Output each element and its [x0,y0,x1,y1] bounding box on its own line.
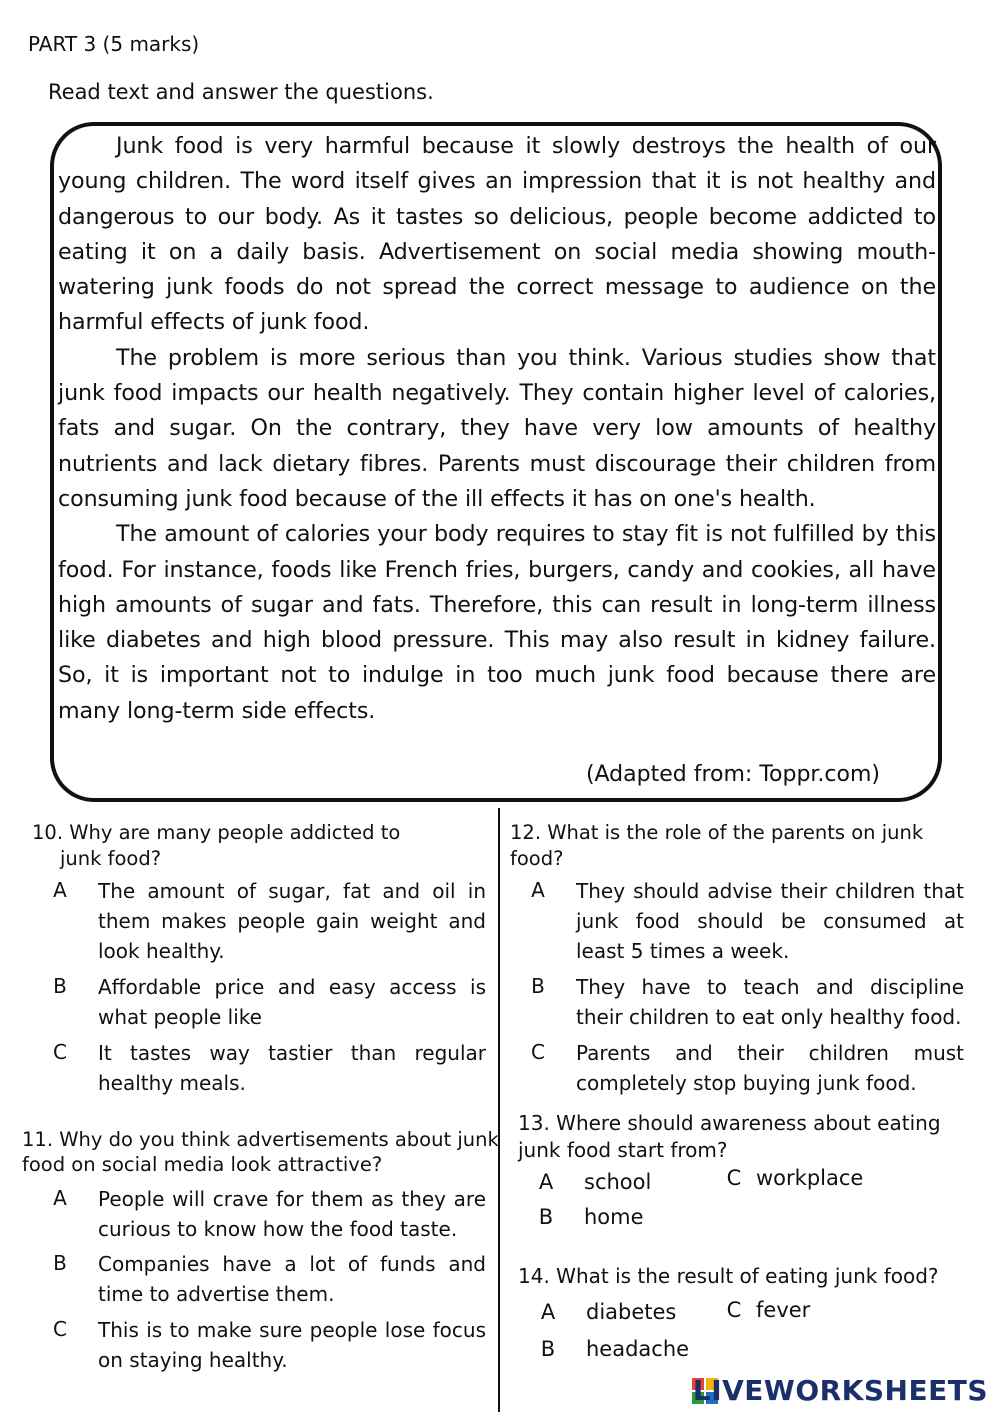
q14-option-a-text: diabetes [586,1300,677,1324]
q13-option-a-letter[interactable]: A [538,1170,554,1194]
passage-paragraph-2: The problem is more serious than you think. Various studies show that junk food impacts our health negatively. They contain higher level of calories, fats and sugar. On the contrary, they have very low amounts of healthy nutrients and lack dietary fibres. Parents must discourage their children from consuming junk food because of the ill effects it has on one's health. [58,344,936,512]
q14-stem: 14. What is the result of eating junk food? [518,1264,939,1288]
passage-paragraph-1: Junk food is very harmful because it slowly destroys the health of our young children. The word itself gives an impression that it is not healthy and dangerous to our body. As it tastes so delicious, people become addicted to eating it on a daily basis. Advertisement on social media showing mouth-watering junk foods do not spread the correct message to audience on the harmful effects of junk food. [58,133,936,336]
q10-stem-line1: 10. Why are many people addicted to [32,821,401,844]
q12-option-a-text: They should advise their children that junk food should be consumed at least 5 times a week. [576,879,964,963]
q10-option-c-text: It tastes way tastier than regular healthy meals. [98,1041,486,1095]
q14-option-b-text: headache [586,1337,690,1361]
q13-option-a-text: school [584,1170,652,1194]
q12-option-b-letter[interactable]: B [531,974,545,998]
q10-stem-line2: junk food? [60,847,162,870]
q11-option-a-text: People will crave for them as they are curious to know how the food taste. [98,1187,486,1241]
q13-option-b-text: home [584,1205,644,1229]
q11-stem-line2: food on social media look attractive? [22,1153,383,1176]
q13-stem-line2: junk food start from? [518,1138,728,1162]
q10-option-b-text: Affordable price and easy access is what people like [98,975,486,1029]
q13-stem-line1: 13. Where should awareness about eating [518,1111,941,1135]
q12-option-a-letter[interactable]: A [531,878,545,902]
liveworksheets-brand: LIVEWORKSHEETS [692,1374,988,1407]
reading-passage [58,129,936,729]
q10-option-a-text: The amount of sugar, fat and oil in them makes people gain weight and look healthy. [98,879,486,963]
q11-option-a-letter[interactable]: A [53,1186,67,1210]
q12-option-c-letter[interactable]: C [531,1040,545,1064]
q13-option-c-text: workplace [756,1166,864,1190]
q11-stem-line1: 11. Why do you think advertisements about junk [22,1128,499,1151]
q11-option-b-letter[interactable]: B [53,1251,67,1275]
q12-stem-line1: 12. What is the role of the parents on junk [510,821,924,844]
q14-option-b-letter[interactable]: B [540,1337,556,1361]
q13-option-c-letter[interactable]: C [726,1166,742,1190]
q13-option-b-letter[interactable]: B [538,1205,554,1229]
q14-option-c-letter[interactable]: C [726,1298,742,1322]
q11-option-b-text: Companies have a lot of funds and time to advertise them. [98,1252,486,1306]
q14-option-c-text: fever [756,1298,811,1322]
section-header: PART 3 (5 marks) [28,32,200,56]
q14-option-a-letter[interactable]: A [540,1300,556,1324]
passage-source: (Adapted from: Toppr.com) [585,762,880,787]
q10-option-b-letter[interactable]: B [53,974,67,998]
q10-option-c-letter[interactable]: C [53,1040,67,1064]
q11-option-c-letter[interactable]: C [53,1317,67,1341]
q12-option-c-text: Parents and their children must completely stop buying junk food. [576,1041,964,1095]
column-divider [498,808,500,1412]
q12-option-b-text: They have to teach and discipline their children to eat only healthy food. [576,975,964,1029]
q11-option-c-text: This is to make sure people lose focus on staying healthy. [98,1318,486,1372]
passage-paragraph-3: The amount of calories your body requires to stay fit is not fulfilled by this food. For instance, foods like French fries, burgers, candy and cookies, all have high amounts of sugar and fats. Therefore, this can result in long-term illness like diabetes and high blood pressure. This may also result in kidney failure. So, it is important not to indulge in too much junk food because there are many long-term side effects. [58,521,936,724]
q10-option-a-letter[interactable]: A [53,878,67,902]
instruction-text: Read text and answer the questions. [48,80,434,104]
q12-stem-line2: food? [510,847,564,870]
